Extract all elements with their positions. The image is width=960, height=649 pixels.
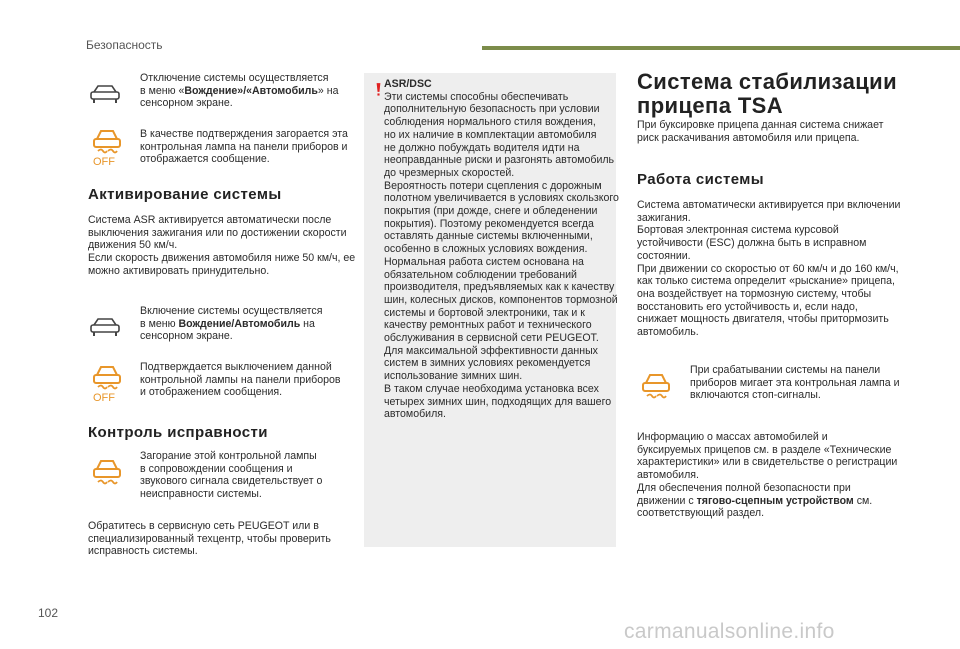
text-line: звукового сигнала свидетельствует о bbox=[140, 475, 323, 488]
text-line: Загорание этой контрольной лампы bbox=[140, 450, 317, 462]
text-line: Система автоматически активируется при включении bbox=[637, 199, 901, 211]
text-line: до чрезмерных скоростей. bbox=[384, 166, 515, 179]
text-line: движении с тягово-сцепным устройством см. bbox=[637, 494, 873, 507]
text-line: При срабатывании системы на панели bbox=[690, 364, 881, 376]
text-line: сенсорном экране. bbox=[140, 330, 233, 343]
text-line: неоправданные риски и разгонять автомобиль bbox=[384, 154, 615, 167]
tsa-intro bbox=[637, 119, 907, 144]
title-line: прицепа TSA bbox=[637, 93, 784, 118]
info-paragraph bbox=[637, 431, 912, 520]
text-line: но их наличие в комплектации автомобиля bbox=[384, 128, 597, 141]
text-line: системы и бортовой электроники, так и к bbox=[384, 306, 585, 319]
text-line: можно активировать принудительно. bbox=[88, 264, 270, 277]
text-line: Система ASR активируется автоматически после bbox=[88, 214, 332, 226]
text-line: в меню «Вождение»/«Автомобиль» на bbox=[140, 84, 339, 97]
text-line: Нормальная работа систем основана на bbox=[384, 255, 584, 268]
text-line: автомобиль. bbox=[637, 326, 699, 339]
text-line: в меню Вождение/Автомобиль на bbox=[140, 317, 315, 330]
heading-work: Работа системы bbox=[637, 171, 764, 188]
text-line: систем в зимних условиях рекомендуется bbox=[384, 357, 591, 370]
work-paragraph bbox=[637, 199, 912, 339]
warning-title: ASR/DSC bbox=[384, 78, 432, 90]
section-title: Безопасность bbox=[86, 38, 163, 52]
text-line: Бортовая электронная система курсовой bbox=[637, 224, 839, 237]
off-label: OFF bbox=[93, 392, 115, 402]
menu-off-instruction bbox=[140, 72, 350, 110]
text-line: покрытия (при дожде, снеге и обледенении bbox=[384, 205, 598, 218]
text-line: обслуживания в сервисной сети PEUGEOT. bbox=[384, 332, 599, 345]
text-line: соблюдения нормального стиля вождения, bbox=[384, 116, 596, 129]
menu-on-instruction bbox=[140, 305, 350, 343]
text-line: обязательном соблюдении требований bbox=[384, 268, 577, 281]
text-line: Обратитесь в сервисную сеть PEUGEOT или в bbox=[88, 520, 319, 532]
skid-warning-icon bbox=[639, 370, 673, 402]
activation-paragraph bbox=[88, 214, 358, 278]
touchscreen-car-icon bbox=[88, 83, 122, 105]
text-line: снижает мощность двигателя, чтобы притормозить bbox=[637, 313, 889, 326]
text-line: буксируемых прицепов см. в разделе «Технические bbox=[637, 443, 892, 456]
fault-text bbox=[140, 450, 355, 501]
text-line: оставлять данные системы включенными, bbox=[384, 230, 593, 243]
text-line: сенсорном экране. bbox=[140, 97, 233, 110]
text-line: зажигания. bbox=[637, 211, 691, 224]
text-line: как только система определит «рыскание» прицепа, bbox=[637, 275, 895, 288]
text-line: не должно побуждать водителя идти на bbox=[384, 141, 580, 154]
bold-text: Вождение/Автомобиль bbox=[178, 317, 301, 330]
text-line: риск раскачивания автомобиля или прицепа. bbox=[637, 131, 860, 144]
tsa-lamp-text bbox=[690, 364, 905, 402]
text-line: отображается сообщение. bbox=[140, 153, 270, 166]
text-line: автомобиля. bbox=[384, 408, 446, 421]
text-line: Включение системы осуществляется bbox=[140, 305, 323, 317]
text-line: производителя, предъявляемых как к качеству bbox=[384, 281, 615, 294]
heading-activation: Активирование системы bbox=[88, 186, 282, 203]
text-line: Эти системы способны обеспечивать bbox=[384, 90, 569, 103]
warning-exclamation-icon bbox=[376, 79, 381, 101]
text-line: При буксировке прицепа данная система снижает bbox=[637, 119, 884, 131]
text-line: использование зимних шин. bbox=[384, 370, 523, 383]
text-line: Информацию о массах автомобилей и bbox=[637, 431, 828, 443]
text-line: контрольной лампы на панели приборов bbox=[140, 373, 341, 386]
text-line: Вероятность потери сцепления с дорожным bbox=[384, 179, 602, 192]
text-line: неисправности системы. bbox=[140, 488, 262, 501]
text-line: соответствующий раздел. bbox=[637, 507, 765, 520]
text-line: она воздействует на тормозную систему, чтобы bbox=[637, 287, 872, 300]
header-rule bbox=[482, 46, 960, 50]
text-line: В качестве подтверждения загорается эта bbox=[140, 128, 348, 140]
title-line: Система стабилизации bbox=[637, 69, 898, 94]
heading-control: Контроль исправности bbox=[88, 424, 268, 441]
text-line: качеству ремонтных работ и технического bbox=[384, 319, 592, 332]
text-line: и отображением сообщения. bbox=[140, 386, 283, 399]
bold-text: тягово-сцепным устройством bbox=[696, 494, 854, 507]
text-line: Отключение системы осуществляется bbox=[140, 72, 329, 84]
text-line: характеристики» или в свидетельстве о регистрации bbox=[637, 456, 898, 469]
text-line: В таком случае необходима установка всех bbox=[384, 382, 599, 395]
watermark: carmanualsonline.info bbox=[624, 620, 835, 643]
text-line: выключения зажигания или по достижении скорости bbox=[88, 226, 347, 239]
text-line: приборов мигает эта контрольная лампа и bbox=[690, 376, 900, 389]
text-line: устойчивости (ESC) должна быть в исправном bbox=[637, 237, 867, 250]
text-line: Если скорость движения автомобиля ниже 50 км/ч, ее bbox=[88, 252, 356, 265]
off-label: OFF bbox=[93, 156, 115, 166]
text-line: в сопровождении сообщения и bbox=[140, 462, 293, 475]
text-line: исправность системы. bbox=[88, 545, 198, 558]
text-line: контрольная лампа на панели приборов и bbox=[140, 140, 348, 153]
text-line: движения 50 км/ч. bbox=[88, 239, 178, 252]
text-line: четырех зимних шин, подходящих для вашего bbox=[384, 395, 612, 408]
text-line: состоянии. bbox=[637, 249, 691, 262]
text-line: специализированный техцентр, чтобы проверить bbox=[88, 532, 331, 545]
text-line: шин, колесных дисков, компонентов тормозной bbox=[384, 293, 618, 306]
text-line: Для обеспечения полной безопасности при bbox=[637, 481, 851, 494]
text-line: восстановить его устойчивость и, если надо, bbox=[637, 300, 858, 313]
page-title bbox=[637, 70, 897, 118]
text-line: особенно в сложных условиях вождения. bbox=[384, 243, 588, 256]
text-line: Подтверждается выключением данной bbox=[140, 361, 332, 373]
text-line: покрытия). Поэтому рекомендуется всегда bbox=[384, 217, 594, 230]
bold-text: Вождение»/«Автомобиль bbox=[184, 84, 318, 97]
skid-off-warning-icon bbox=[90, 126, 124, 166]
warning-text bbox=[384, 78, 619, 421]
text-line: Для максимальной эффективности данных bbox=[384, 344, 598, 357]
text-line: автомобиля. bbox=[637, 469, 699, 482]
text-line: полотном увеличивается в условиях скользкого bbox=[384, 192, 619, 205]
text-line: При движении со скоростью от 60 км/ч и до 160 км/ч, bbox=[637, 262, 899, 275]
text-line: дополнительную безопасность при условии bbox=[384, 103, 600, 116]
skid-off-warning-icon bbox=[90, 362, 124, 402]
page-number: 102 bbox=[38, 606, 59, 620]
confirmation-text bbox=[140, 128, 355, 166]
confirmation-off-text bbox=[140, 361, 355, 399]
service-paragraph bbox=[88, 520, 358, 558]
skid-warning-icon bbox=[90, 456, 124, 488]
touchscreen-car-icon bbox=[88, 316, 122, 338]
text-line: включаются стоп-сигналы. bbox=[690, 389, 821, 402]
